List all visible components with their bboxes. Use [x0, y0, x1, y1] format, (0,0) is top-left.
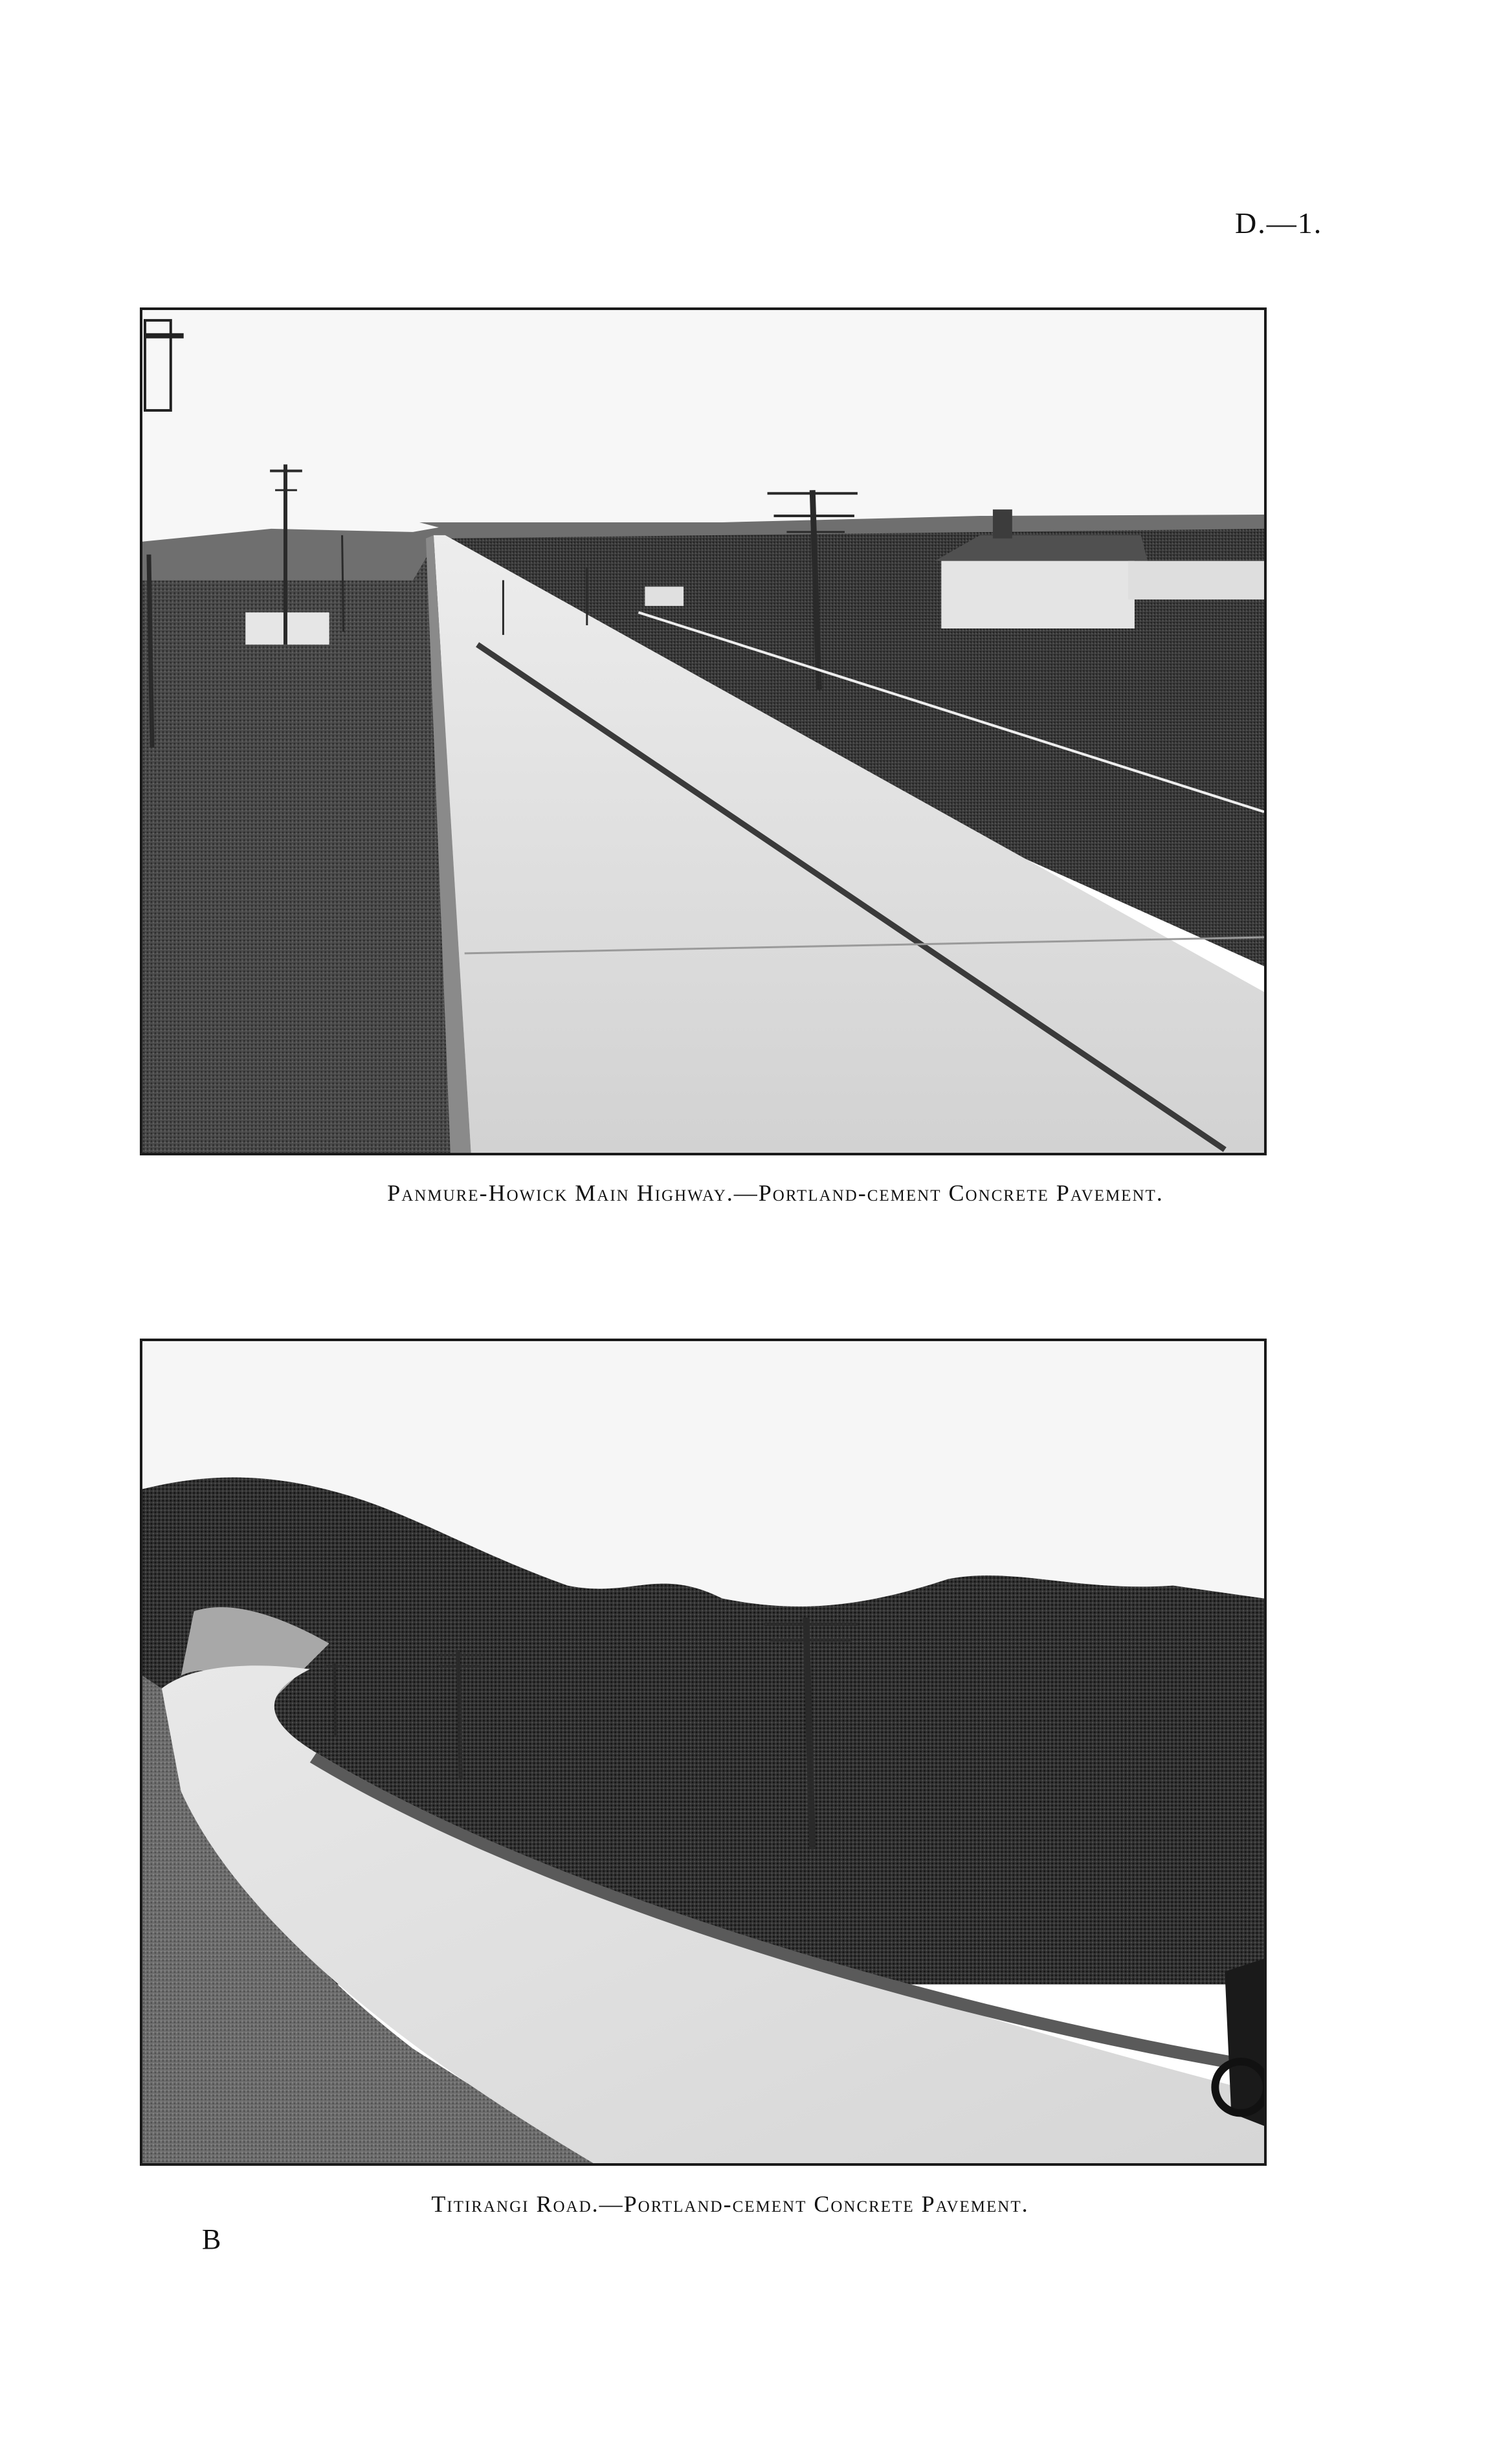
page-reference: D.—1.	[1235, 206, 1323, 239]
photo-2-image	[142, 1341, 1264, 2163]
photo-panmure-howick-highway	[140, 307, 1267, 1155]
figure-2-caption: Titirangi Road.—Portland-cement Concrete Pavement.	[431, 2191, 1029, 2217]
figure-1-caption: Panmure-Howick Main Highway.—Portland-cement Concrete Pavement.	[387, 1180, 1164, 1206]
photo-1-image	[142, 310, 1264, 1153]
signature-mark: B	[202, 2223, 221, 2255]
photo-titirangi-road	[140, 1339, 1267, 2166]
